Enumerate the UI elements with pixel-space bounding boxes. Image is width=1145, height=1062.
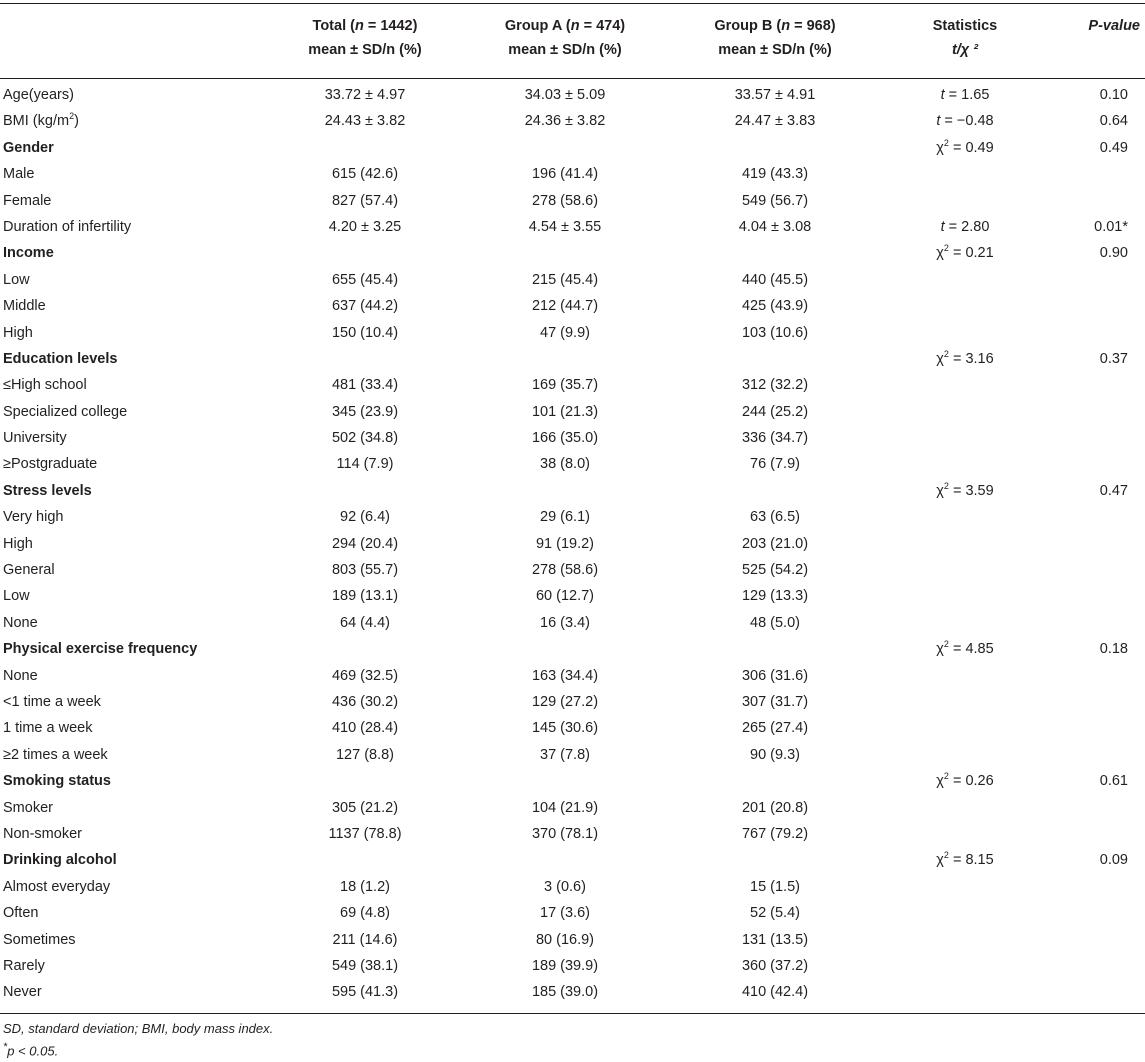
row-label-text: High <box>3 324 33 341</box>
row-label-text: Non-smoker <box>3 825 82 842</box>
table-row <box>0 795 1145 821</box>
row-label-text: Very high <box>3 509 64 526</box>
row-label <box>3 689 101 715</box>
cell-group-b: 307 (31.7) <box>741 693 809 710</box>
table-row <box>0 821 1145 847</box>
header-rule <box>0 78 1145 79</box>
row-label-text: Smoker <box>3 799 53 816</box>
cell-group-a: 166 (35.0) <box>531 430 599 447</box>
table-row <box>0 715 1145 741</box>
cell-group-a: 212 (44.7) <box>531 298 599 315</box>
table-row <box>0 504 1145 530</box>
cell-total: 69 (4.8) <box>340 905 390 922</box>
table-row <box>0 188 1145 214</box>
cell-group-b: 4.04 ± 3.08 <box>738 218 812 235</box>
table-row <box>0 267 1145 293</box>
cell-group-a: 278 (58.6) <box>531 562 599 579</box>
cell-p-value: 0.90 <box>1099 245 1128 262</box>
cell-group-a: 16 (3.4) <box>540 614 590 631</box>
table-row <box>0 979 1145 1005</box>
stat-value: = 2.80 <box>944 218 990 235</box>
cell-p-value: 0.01* <box>1094 218 1128 235</box>
cell-group-b: 440 (45.5) <box>741 271 809 288</box>
row-label <box>3 346 117 372</box>
table-row <box>0 583 1145 609</box>
cell-total: 469 (32.5) <box>331 667 399 684</box>
table-row <box>0 293 1145 319</box>
footnote-abbreviations: SD, standard deviation; BMI, body mass index. <box>3 1021 274 1036</box>
header-group-a-suffix: = 474) <box>579 18 626 34</box>
table-row <box>0 742 1145 768</box>
stat-symbol: χ <box>936 641 944 658</box>
cell-statistic <box>900 346 1030 372</box>
row-label <box>3 927 76 953</box>
row-label <box>3 557 55 583</box>
row-label-text: Almost everyday <box>3 878 111 895</box>
footnote-significance: *p < 0.05. <box>3 1041 59 1059</box>
cell-group-a: 196 (41.4) <box>531 166 599 183</box>
cell-group-a: 169 (35.7) <box>531 377 599 394</box>
table-section-row <box>0 346 1145 372</box>
cell-group-b: 63 (6.5) <box>750 509 800 526</box>
row-label <box>3 531 33 557</box>
header-statistics <box>900 14 1030 62</box>
cell-group-b: 129 (13.3) <box>741 588 809 605</box>
cell-total: 127 (8.8) <box>335 746 395 763</box>
cell-p-value: 0.64 <box>1099 113 1128 130</box>
cell-total: 481 (33.4) <box>331 377 399 394</box>
stat-value: = 0.21 <box>948 245 994 262</box>
header-statistics-sub: t/χ ² <box>951 42 979 58</box>
row-label-sup: 2 <box>69 111 75 122</box>
stat-value: = 3.16 <box>948 350 994 367</box>
stat-superscript: 2 <box>943 243 949 254</box>
stat-symbol: t <box>940 218 945 235</box>
header-total-n: n <box>354 18 364 34</box>
row-label-text: Stress levels <box>3 482 92 499</box>
row-label-text: High <box>3 535 33 552</box>
cell-total: 615 (42.6) <box>331 166 399 183</box>
row-label-text: ≥Postgraduate <box>3 456 98 473</box>
table-row <box>0 557 1145 583</box>
table-row <box>0 953 1145 979</box>
cell-group-a: 34.03 ± 5.09 <box>524 87 606 103</box>
row-label-text: Female <box>3 192 52 209</box>
row-label-text: Education levels <box>3 350 118 367</box>
cell-group-b: 525 (54.2) <box>741 562 809 579</box>
cell-p-value: 0.49 <box>1099 139 1128 156</box>
cell-total: 655 (45.4) <box>331 271 399 288</box>
cell-group-a: 101 (21.3) <box>531 403 599 420</box>
cell-p-value: 0.09 <box>1099 852 1128 869</box>
cell-group-b: 549 (56.7) <box>741 192 809 209</box>
header-group-a-sub: mean ± SD/n (%) <box>508 42 622 58</box>
cell-group-b: 15 (1.5) <box>750 878 800 895</box>
header-group-b-n: n <box>781 18 791 34</box>
row-label <box>3 900 38 926</box>
table-row <box>0 425 1145 451</box>
cell-group-a: 38 (8.0) <box>540 456 590 473</box>
cell-group-b: 419 (43.3) <box>741 166 809 183</box>
cell-group-b: 131 (13.5) <box>741 931 809 948</box>
stat-superscript: 2 <box>943 349 949 360</box>
table-row <box>0 900 1145 926</box>
row-label <box>3 372 87 398</box>
row-label-text: ≥2 times a week <box>3 746 108 763</box>
cell-group-b: 336 (34.7) <box>741 430 809 447</box>
table-section-row <box>0 847 1145 873</box>
table-row <box>0 399 1145 425</box>
row-label-text: 1 time a week <box>3 720 93 737</box>
row-label-text: Age(years) <box>3 87 74 103</box>
cell-group-b: 103 (10.6) <box>741 324 809 341</box>
row-label-text: Low <box>3 588 30 605</box>
table-row <box>0 451 1145 477</box>
cell-group-a: 215 (45.4) <box>531 271 599 288</box>
stat-superscript: 2 <box>943 137 949 148</box>
row-label <box>3 953 45 979</box>
cell-group-a: 163 (34.4) <box>531 667 599 684</box>
cell-total: 18 (1.2) <box>340 878 390 895</box>
cell-group-b: 24.47 ± 3.83 <box>734 113 816 130</box>
row-label <box>3 821 82 847</box>
cell-group-b: 201 (20.8) <box>741 799 809 816</box>
stat-symbol: χ <box>936 773 944 790</box>
header-total <box>290 14 440 62</box>
header-group-b <box>700 14 850 62</box>
row-label-end: ) <box>74 113 79 130</box>
stat-value: = 1.65 <box>944 87 990 103</box>
row-label-text: Gender <box>3 139 54 156</box>
cell-total: 1137 (78.8) <box>328 825 402 842</box>
table-body <box>0 82 1145 1006</box>
row-label-text: Low <box>3 271 30 288</box>
row-label <box>3 874 110 900</box>
cell-group-a: 185 (39.0) <box>531 984 599 1001</box>
table-row <box>0 108 1145 134</box>
cell-p-value: 0.47 <box>1099 482 1128 499</box>
cell-group-b: 52 (5.4) <box>750 905 800 922</box>
cell-total: 803 (55.7) <box>331 562 399 579</box>
table-section-row <box>0 135 1145 161</box>
cell-group-b: 244 (25.2) <box>741 403 809 420</box>
cell-total: 436 (30.2) <box>331 693 399 710</box>
row-label-text: Male <box>3 166 35 183</box>
stat-symbol: χ <box>936 139 944 156</box>
header-group-b-suffix: = 968) <box>790 18 836 34</box>
cell-p-value: 0.10 <box>1099 87 1128 103</box>
row-label <box>3 161 34 187</box>
row-label <box>3 451 97 477</box>
row-label-text: Duration of infertility <box>3 218 132 235</box>
row-label <box>3 240 54 266</box>
cell-statistic <box>900 847 1030 873</box>
row-label-text: <1 time a week <box>3 693 101 710</box>
row-label <box>3 267 30 293</box>
table-row <box>0 610 1145 636</box>
row-label <box>3 478 92 504</box>
cell-group-b: 33.57 ± 4.91 <box>734 87 816 103</box>
row-label-text: Income <box>3 245 54 262</box>
cell-total: 637 (44.2) <box>331 298 399 315</box>
cell-statistic <box>900 135 1030 161</box>
stat-value: = 3.59 <box>948 482 994 499</box>
stat-superscript: 2 <box>943 481 949 492</box>
cell-group-a: 129 (27.2) <box>531 693 599 710</box>
cell-group-b: 425 (43.9) <box>741 298 809 315</box>
cell-p-value: 0.18 <box>1099 641 1128 658</box>
table-row <box>0 161 1145 187</box>
cell-group-a: 29 (6.1) <box>540 509 590 526</box>
cell-group-a: 80 (16.9) <box>535 931 595 948</box>
cell-group-a: 91 (19.2) <box>535 535 595 552</box>
table-row <box>0 214 1145 240</box>
header-group-b-sub: mean ± SD/n (%) <box>718 42 832 58</box>
cell-group-a: 17 (3.6) <box>540 905 590 922</box>
cell-group-b: 767 (79.2) <box>741 825 809 842</box>
row-label <box>3 504 63 530</box>
row-label <box>3 188 51 214</box>
stat-symbol: t <box>940 87 945 103</box>
cell-total: 4.20 ± 3.25 <box>328 218 402 235</box>
row-label <box>3 214 131 240</box>
stat-superscript: 2 <box>943 639 949 650</box>
cell-total: 189 (13.1) <box>331 588 399 605</box>
table-section-row <box>0 240 1145 266</box>
row-label-text: None <box>3 667 38 684</box>
table-row <box>0 531 1145 557</box>
table-section-row <box>0 636 1145 662</box>
row-label <box>3 768 111 794</box>
cell-statistic <box>900 636 1030 662</box>
cell-group-b: 306 (31.6) <box>741 667 809 684</box>
row-label-text: University <box>3 430 67 447</box>
cell-group-a: 4.54 ± 3.55 <box>528 218 602 235</box>
row-label-text: Smoking status <box>3 773 111 790</box>
cell-total: 305 (21.2) <box>331 799 399 816</box>
header-statistics-title: Statistics <box>932 18 998 34</box>
header-group-a-n: n <box>570 18 580 34</box>
row-label <box>3 82 74 108</box>
table-row <box>0 689 1145 715</box>
cell-statistic <box>900 768 1030 794</box>
footnote-asterisk: * <box>3 1041 8 1053</box>
row-label <box>3 847 117 873</box>
row-label <box>3 610 38 636</box>
row-label-text: BMI (kg/m <box>3 113 70 130</box>
cell-group-b: 312 (32.2) <box>741 377 809 394</box>
cell-group-a: 24.36 ± 3.82 <box>524 113 606 130</box>
header-total-sub: mean ± SD/n (%) <box>308 42 422 58</box>
cell-group-a: 370 (78.1) <box>531 825 599 842</box>
cell-group-a: 278 (58.6) <box>531 192 599 209</box>
table-section-row <box>0 768 1145 794</box>
stat-value: = 8.15 <box>948 852 994 869</box>
stat-symbol: t <box>936 113 941 130</box>
cell-group-b: 265 (27.4) <box>741 720 809 737</box>
table-section-row <box>0 478 1145 504</box>
table-row <box>0 320 1145 346</box>
cell-group-b: 360 (37.2) <box>741 957 809 974</box>
header-group-a <box>490 14 640 62</box>
cell-total: 114 (7.9) <box>336 456 394 473</box>
stat-symbol: χ <box>936 482 944 499</box>
cell-group-b: 76 (7.9) <box>750 456 800 473</box>
cell-total: 345 (23.9) <box>331 403 399 420</box>
cell-total: 92 (6.4) <box>340 509 390 526</box>
stat-value: = 0.26 <box>948 773 994 790</box>
stat-symbol: χ <box>936 852 944 869</box>
stat-value: = −0.48 <box>940 113 994 130</box>
cell-group-b: 203 (21.0) <box>741 535 809 552</box>
cell-group-a: 145 (30.6) <box>531 720 599 737</box>
stat-value: = 4.85 <box>948 641 994 658</box>
row-label <box>3 795 53 821</box>
header-p-value <box>1050 14 1140 38</box>
row-label <box>3 108 79 134</box>
row-label-text: Middle <box>3 298 46 315</box>
stat-value: = 0.49 <box>948 139 994 156</box>
row-label-text: Drinking alcohol <box>3 852 117 869</box>
row-label <box>3 425 67 451</box>
cell-total: 24.43 ± 3.82 <box>324 113 406 130</box>
header-group-b-prefix: Group B ( <box>714 18 782 34</box>
row-label-text: Sometimes <box>3 931 76 948</box>
header-total-suffix: = 1442) <box>363 18 418 34</box>
row-label <box>3 583 30 609</box>
cell-group-a: 47 (9.9) <box>540 324 590 341</box>
stat-symbol: χ <box>936 350 944 367</box>
cell-total: 595 (41.3) <box>331 984 399 1001</box>
header-total-prefix: Total ( <box>312 18 355 34</box>
cell-p-value: 0.61 <box>1099 773 1128 790</box>
cell-total: 294 (20.4) <box>331 535 399 552</box>
cell-total: 410 (28.4) <box>331 720 399 737</box>
cell-group-a: 189 (39.9) <box>531 957 599 974</box>
row-label <box>3 399 127 425</box>
row-label-text: Never <box>3 984 42 1001</box>
table-row <box>0 372 1145 398</box>
stat-symbol: χ <box>936 245 944 262</box>
row-label-text: None <box>3 614 38 631</box>
cell-statistic <box>900 82 1030 108</box>
cell-total: 211 (14.6) <box>332 931 398 948</box>
cell-group-b: 90 (9.3) <box>750 746 800 763</box>
cell-p-value: 0.37 <box>1099 350 1128 367</box>
table-row <box>0 874 1145 900</box>
row-label <box>3 979 42 1005</box>
row-label-text: Often <box>3 905 39 922</box>
row-label <box>3 293 46 319</box>
cell-statistic <box>900 214 1030 240</box>
row-label-text: ≤High school <box>3 377 87 394</box>
header-p-value-title: P-value <box>1088 18 1140 34</box>
cell-total: 827 (57.4) <box>331 192 399 209</box>
cell-statistic <box>900 478 1030 504</box>
row-label-text: Physical exercise frequency <box>3 641 198 658</box>
table-footnotes <box>3 1019 273 1060</box>
header-group-a-prefix: Group A ( <box>504 18 571 34</box>
table-row <box>0 663 1145 689</box>
bottom-rule <box>0 1013 1145 1014</box>
cell-group-b: 48 (5.0) <box>750 614 800 631</box>
cell-total: 150 (10.4) <box>331 324 399 341</box>
row-label <box>3 135 54 161</box>
cell-group-a: 104 (21.9) <box>531 799 599 816</box>
cell-group-a: 37 (7.8) <box>540 746 590 763</box>
row-label-text: Rarely <box>3 957 45 974</box>
stat-superscript: 2 <box>943 850 949 861</box>
cell-statistic <box>900 108 1030 134</box>
cell-group-b: 410 (42.4) <box>741 984 809 1001</box>
row-label <box>3 742 108 768</box>
row-label <box>3 320 33 346</box>
row-label <box>3 663 38 689</box>
cell-statistic <box>900 240 1030 266</box>
table-row <box>0 82 1145 108</box>
stat-superscript: 2 <box>943 771 949 782</box>
cell-total: 33.72 ± 4.97 <box>324 87 406 103</box>
row-label <box>3 715 92 741</box>
cell-group-a: 3 (0.6) <box>544 878 586 895</box>
cell-total: 502 (34.8) <box>331 430 399 447</box>
row-label <box>3 636 197 662</box>
top-rule <box>0 3 1145 4</box>
cell-group-a: 60 (12.7) <box>535 588 595 605</box>
cell-total: 64 (4.4) <box>340 614 390 631</box>
row-label-text: General <box>3 562 55 579</box>
cell-total: 549 (38.1) <box>331 957 399 974</box>
table-row <box>0 927 1145 953</box>
row-label-text: Specialized college <box>3 403 128 420</box>
